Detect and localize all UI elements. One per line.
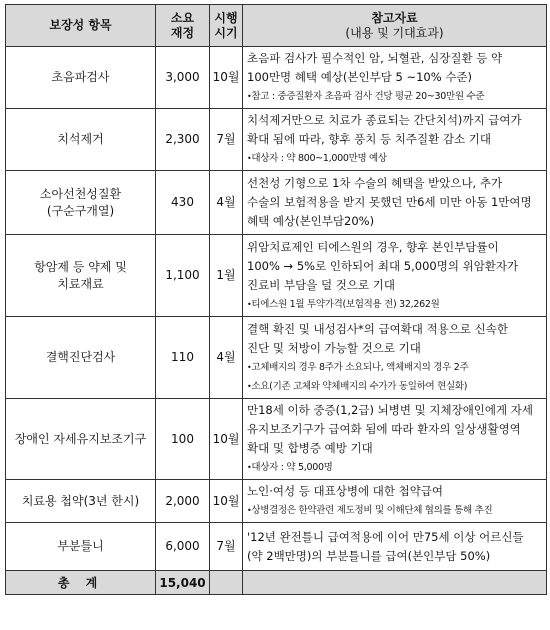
reference-line: 100만명 혜택 예상(본인부담 5 ~10% 수준)	[247, 70, 473, 84]
coverage-item	[6, 523, 156, 571]
coverage-cost: 2,000	[156, 480, 210, 523]
coverage-item-text: 부분틀니	[57, 539, 104, 553]
reference-note: • 대상자 : 약 800~1,000만명 예상	[247, 149, 543, 168]
reference-note: • 대상자 : 약 5,000명	[247, 458, 543, 477]
coverage-item-text: (구순구개열)	[46, 203, 115, 218]
coverage-item-text: 항암제 등 약제 및	[34, 259, 127, 274]
reference-line: 노인·여성 등 대표상병에 대한 첩약급여	[247, 484, 444, 498]
coverage-cost: 6,000	[156, 523, 210, 571]
coverage-reference	[243, 109, 547, 171]
reference-line: 선천성 기형으로 1차 수술의 혜택을 받았으나, 추가	[247, 176, 503, 190]
coverage-cost: 110	[156, 317, 210, 399]
table-body	[6, 47, 547, 571]
table-row	[6, 47, 547, 109]
coverage-item-text: 소아선천성질환	[39, 186, 122, 201]
header-time: 시행 시기	[210, 5, 243, 47]
coverage-cost: 3,000	[156, 47, 210, 109]
table-row	[6, 523, 547, 571]
reference-line: 유지보조기구가 급여화 됨에 따라 환자의 일상생활영역	[247, 422, 521, 436]
coverage-item-text: 장애인 자세유지보조기구	[14, 431, 147, 446]
coverage-cost: 430	[156, 171, 210, 235]
coverage-item	[6, 47, 156, 109]
reference-line: 위암치료제인 티에스원의 경우, 향후 본인부담률이	[247, 239, 499, 254]
table-row	[6, 171, 547, 235]
coverage-start-month: 10월	[210, 480, 243, 523]
coverage-reference	[243, 47, 547, 109]
reference-line: (약 2백만명)의 부분틀니를 급여(본인부담 50%)	[247, 548, 491, 563]
reference-line: 확대 및 합병증 예방 기대	[247, 441, 373, 455]
coverage-start-month: 7월	[210, 109, 243, 171]
header-row	[6, 5, 547, 47]
table-row	[6, 480, 547, 523]
coverage-start-month: 4월	[210, 317, 243, 399]
reference-line: 100% → 5%로 인하되어 최대 5,000명의 위암환자가	[247, 258, 519, 273]
header-reference: 참고자료 (내용 및 기대효과)	[243, 5, 547, 47]
reference-line: 수술의 보험적용을 받지 못했던 만6세 미만 아동 1만여명	[247, 195, 532, 209]
reference-line: 진단 및 처방이 가능할 것으로 기대	[247, 340, 421, 355]
reference-line: 혜택 예상(본인부담20%)	[247, 214, 375, 228]
coverage-item-text: 초음파검사	[51, 70, 110, 84]
coverage-item	[6, 317, 156, 399]
coverage-cost: 2,300	[156, 109, 210, 171]
coverage-table	[5, 4, 547, 595]
header-item: 보장성 항목	[6, 5, 156, 47]
table-row	[6, 317, 547, 399]
coverage-cost: 100	[156, 399, 210, 480]
coverage-reference	[243, 523, 547, 571]
coverage-start-month: 10월	[210, 399, 243, 480]
coverage-start-month: 1월	[210, 235, 243, 317]
coverage-item	[6, 171, 156, 235]
coverage-reference	[243, 480, 547, 523]
reference-line: 치석제거만으로 치료가 종료되는 간단치석)까지 급여가	[247, 113, 522, 127]
total-reference	[243, 571, 547, 595]
coverage-reference	[243, 235, 547, 317]
header-cost: 소요 재정	[156, 5, 210, 47]
reference-line: 진료비 부담을 덜 것으로 기대	[247, 277, 395, 292]
reference-line: 확대 됨에 따라, 향후 풍치 등 치주질환 감소 기대	[247, 132, 491, 146]
coverage-table-container	[5, 4, 546, 595]
coverage-item	[6, 235, 156, 317]
coverage-reference	[243, 171, 547, 235]
coverage-reference	[243, 317, 547, 399]
coverage-start-month: 10월	[210, 47, 243, 109]
reference-line: 결핵 확진 및 내성검사*의 급여확대 적용으로 신속한	[247, 321, 508, 336]
table-row	[6, 235, 547, 317]
table-row	[6, 399, 547, 480]
total-label: 총 계	[6, 571, 156, 595]
total-cost: 15,040	[156, 571, 210, 595]
coverage-item	[6, 109, 156, 171]
coverage-item-text: 결핵진단검사	[45, 350, 116, 364]
total-time	[210, 571, 243, 595]
reference-note: • 고체배지의 경우 8주가 소요되나, 액체배지의 경우 2주	[247, 358, 543, 377]
coverage-reference	[243, 399, 547, 480]
coverage-item	[6, 480, 156, 523]
coverage-item-text: 치석제거	[57, 132, 104, 146]
reference-line: 만18세 이하 중증(1,2급) 뇌병변 및 지체장애인에게 자세	[247, 403, 534, 417]
reference-note: • 소요(기존 고체와 약체배지의 수가가 동일하여 현실화)	[247, 377, 543, 396]
reference-note: • 티에스원 1월 투약가격(보험적용 전) 32,262원	[247, 295, 543, 314]
coverage-item-text: 치료용 첩약(3년 한시)	[21, 493, 140, 508]
coverage-start-month: 4월	[210, 171, 243, 235]
table-row	[6, 109, 547, 171]
coverage-item-text: 치료재료	[57, 276, 104, 291]
reference-line: '12년 완전틀니 급여적용에 이어 만75세 이상 어르신들	[247, 529, 524, 544]
reference-note: • 참고 : 중증질환자 초음파 검사 건당 평균 20~30만원 수준	[247, 87, 543, 106]
coverage-start-month: 7월	[210, 523, 243, 571]
total-row	[6, 571, 547, 595]
reference-note: • 상병결정은 한약관련 제도정비 및 이해단체 협의를 통해 추진	[247, 501, 543, 520]
coverage-cost: 1,100	[156, 235, 210, 317]
coverage-item	[6, 399, 156, 480]
reference-line: 초음파 검사가 필수적인 암, 뇌혈관, 심장질환 등 약	[247, 51, 503, 65]
